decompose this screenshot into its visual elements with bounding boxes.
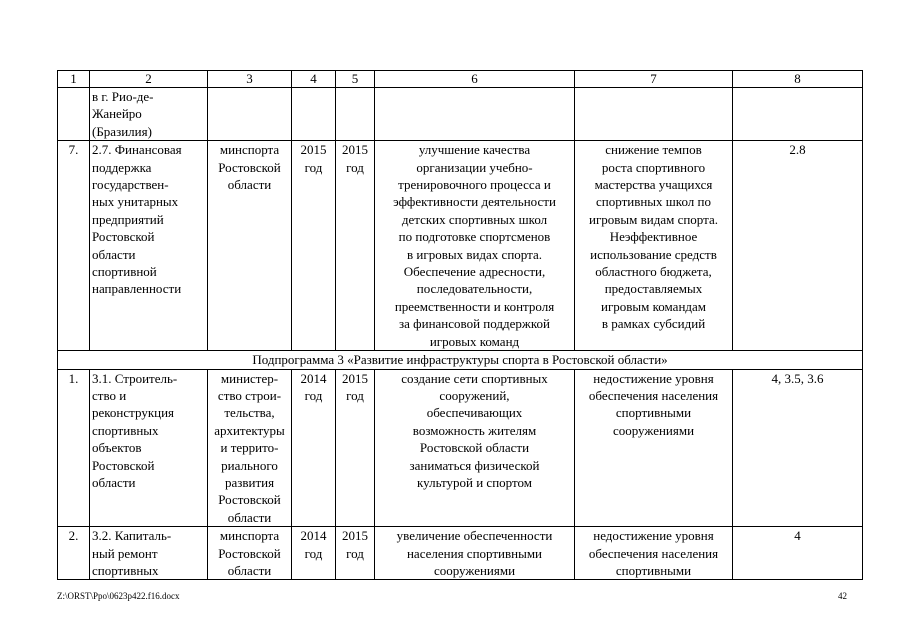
col-num-1: 1 bbox=[58, 71, 90, 88]
subprogram-title: Подпрограмма 3 «Развитие инфраструктуры спорта в Ростовской области» bbox=[58, 351, 863, 369]
cell-end-year: 2015 год bbox=[336, 527, 375, 580]
cell-empty bbox=[336, 88, 375, 141]
cell-measure-name: 2.7. Финансовая поддержка государствен- ных унитарных предприятий Ростовской области спортивной направленности bbox=[90, 141, 208, 351]
cell-end-year: 2015 год bbox=[336, 369, 375, 527]
cell-measure-name: в г. Рио-де- Жанейро (Бразилия) bbox=[90, 88, 208, 141]
cell-measure-name: 3.1. Строитель- ство и реконструкция спортивных объектов Ростовской области bbox=[90, 369, 208, 527]
cell-end-year: 2015 год bbox=[336, 141, 375, 351]
column-number-row bbox=[58, 71, 863, 88]
cell-empty bbox=[375, 88, 575, 141]
cell-empty bbox=[208, 88, 292, 141]
measures-table bbox=[57, 70, 863, 580]
cell-empty bbox=[733, 88, 863, 141]
cell-indicators: 4 bbox=[733, 527, 863, 580]
cell-executor: минспорта Ростовской области bbox=[208, 141, 292, 351]
continuation-row bbox=[58, 88, 863, 141]
table-row bbox=[58, 527, 863, 580]
cell-number: 2. bbox=[58, 527, 90, 580]
cell-start-year: 2015 год bbox=[292, 141, 336, 351]
col-num-8: 8 bbox=[733, 71, 863, 88]
cell-start-year: 2014 год bbox=[292, 369, 336, 527]
cell-expected-result: увеличение обеспеченности населения спортивными сооружениями bbox=[375, 527, 575, 580]
cell-expected-result: улучшение качества организации учебно- тренировочного процесса и эффективности деятельности детских спортивных школ по подготовке спортсменов в игровых видах спорта. Обеспечение адресности, последовательности, преемственности и контроля за финансовой поддержкой игровых команд bbox=[375, 141, 575, 351]
subprogram-row bbox=[58, 351, 863, 369]
cell-consequences: недостижение уровня обеспечения населения спортивными bbox=[575, 527, 733, 580]
footer-file-path: Z:\ORST\Ppo\0623p422.f16.docx bbox=[57, 591, 180, 601]
table-row bbox=[58, 369, 863, 527]
cell-consequences: снижение темпов роста спортивного мастерства учащихся спортивных школ по игровым видам спорта. Неэффективное использование средств областного бюджета, предоставляемых игровым командам в рамках субсидий bbox=[575, 141, 733, 351]
cell-consequences: недостижение уровня обеспечения населения спортивными сооружениями bbox=[575, 369, 733, 527]
col-num-5: 5 bbox=[336, 71, 375, 88]
col-num-3: 3 bbox=[208, 71, 292, 88]
col-num-6: 6 bbox=[375, 71, 575, 88]
footer-page-number: 42 bbox=[838, 591, 847, 601]
cell-executor: минспорта Ростовской области bbox=[208, 527, 292, 580]
cell-empty bbox=[58, 88, 90, 141]
cell-indicators: 2.8 bbox=[733, 141, 863, 351]
cell-expected-result: создание сети спортивных сооружений, обеспечивающих возможность жителям Ростовской области заниматься физической культурой и спортом bbox=[375, 369, 575, 527]
cell-start-year: 2014 год bbox=[292, 527, 336, 580]
cell-indicators: 4, 3.5, 3.6 bbox=[733, 369, 863, 527]
col-num-4: 4 bbox=[292, 71, 336, 88]
page-bottom-margin bbox=[0, 580, 905, 640]
col-num-2: 2 bbox=[90, 71, 208, 88]
cell-empty bbox=[575, 88, 733, 141]
cell-measure-name: 3.2. Капиталь- ный ремонт спортивных bbox=[90, 527, 208, 580]
col-num-7: 7 bbox=[575, 71, 733, 88]
cell-empty bbox=[292, 88, 336, 141]
cell-number: 7. bbox=[58, 141, 90, 351]
table-row bbox=[58, 141, 863, 351]
cell-number: 1. bbox=[58, 369, 90, 527]
cell-executor: министер- ство строи- тельства, архитектуры и террито- риального развития Ростовской области bbox=[208, 369, 292, 527]
